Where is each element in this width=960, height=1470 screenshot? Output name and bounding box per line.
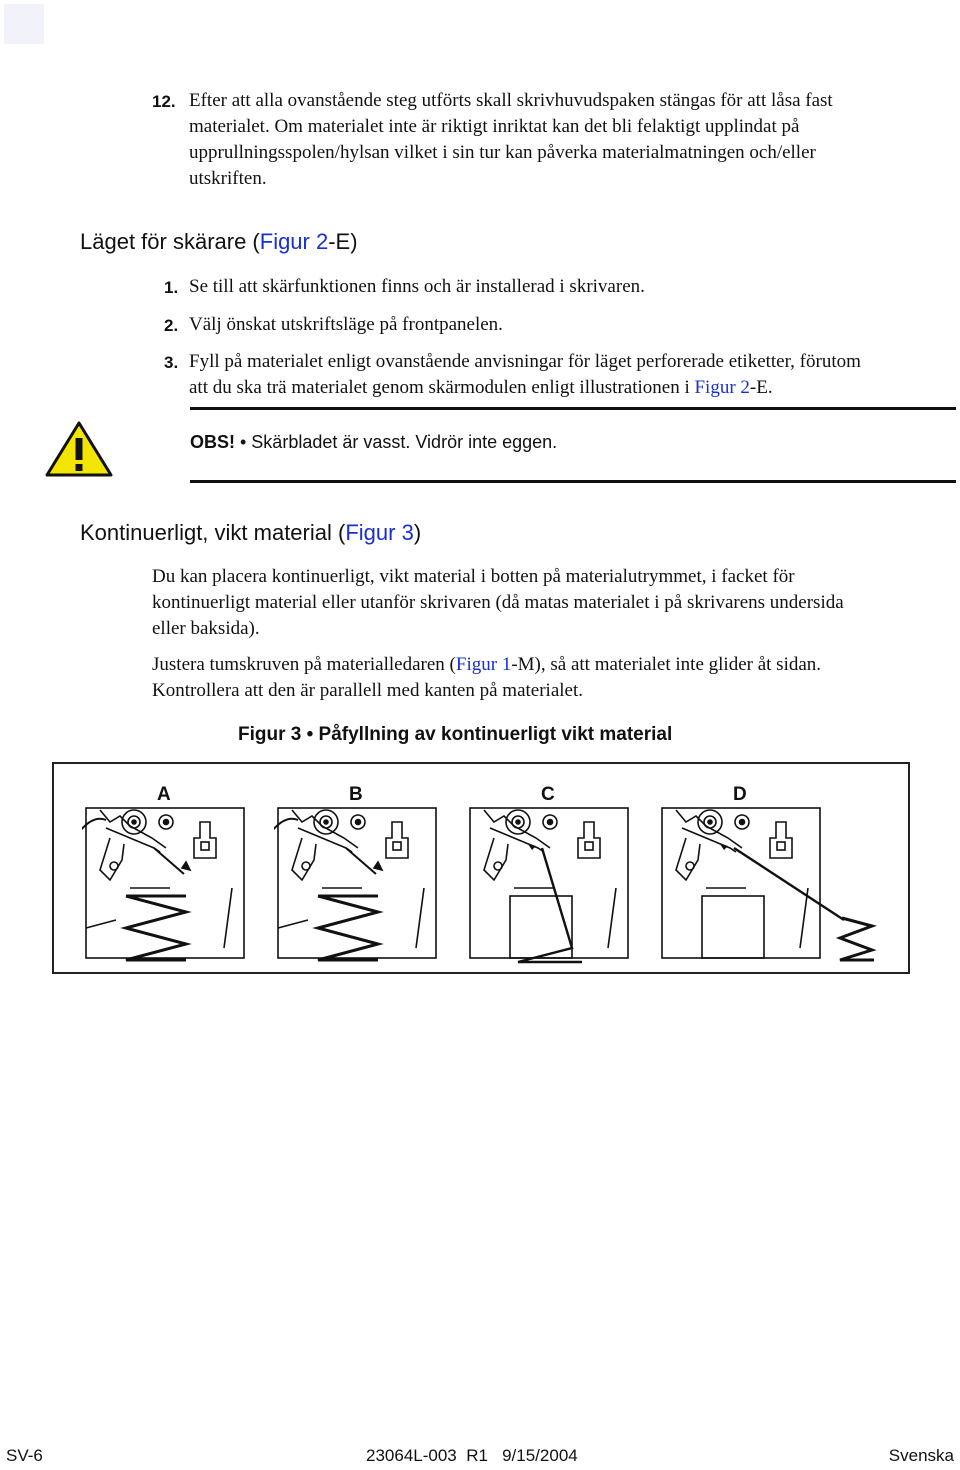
cutter-step-3: 3. Fyll på materialet enligt ovanstående anvisningar för läget perforerade etiketter, förutom att du ska trä materialet genom skärmodulen enligt illustrationen i Figur 2-E. bbox=[164, 351, 861, 398]
cutter-mode-heading: Läget för skärare (Figur 2-E) bbox=[80, 229, 358, 254]
caution-note bbox=[190, 432, 557, 453]
panel-b bbox=[274, 778, 464, 968]
panel-label: B bbox=[349, 784, 363, 805]
figure-2-link[interactable]: Figur 2 bbox=[694, 377, 750, 398]
caution-top-rule bbox=[190, 407, 956, 410]
figure-3-link[interactable]: Figur 3 bbox=[345, 520, 414, 545]
fanfold-heading: Kontinuerligt, vikt material (Figur 3) bbox=[80, 520, 422, 545]
printer-diagram bbox=[274, 778, 464, 968]
panel-label: D bbox=[733, 784, 747, 805]
printer-diagram bbox=[82, 778, 272, 968]
panel-d bbox=[658, 778, 878, 968]
fanfold-paragraph-2: Justera tumskruven på materialledaren (Figur 1-M), så att materialet inte glider åt sidan. Kontrollera att den är parallell med kanten på materialet. bbox=[152, 654, 822, 701]
step-12-line-1: Efter att alla ovanstående steg utförts skall skrivhuvudspaken stängas för att låsa fast bbox=[189, 90, 833, 111]
printer-diagram bbox=[658, 778, 878, 968]
printer-diagram bbox=[466, 778, 656, 968]
corner-marker bbox=[4, 4, 44, 44]
caution-text: • Skärbladet är vasst. Vidrör inte eggen. bbox=[235, 432, 558, 452]
figure-caption: Figur 3 • Påfyllning av kontinuerligt vikt material bbox=[238, 724, 673, 745]
caution-bottom-rule bbox=[190, 480, 956, 483]
panel-c bbox=[466, 778, 656, 968]
cutter-step-2: 2. Välj önskat utskriftsläge på frontpanelen. bbox=[164, 314, 503, 335]
step-12-line-2: materialet. Om materialet inte är riktigt inriktat kan det bli felaktigt upplindat på bbox=[189, 116, 800, 137]
cutter-step-1: 1. Se till att skärfunktionen finns och är installerad i skrivaren. bbox=[164, 276, 645, 297]
step-12 bbox=[152, 88, 942, 198]
panel-label: C bbox=[541, 784, 555, 805]
footer-document-id: 23064L-003 R1 9/15/2004 bbox=[366, 1446, 578, 1465]
fanfold-paragraph-1: Du kan placera kontinuerligt, vikt material i botten på materialutrymmet, i facket för kontinuerligt material eller utanför skrivaren (då matas materialet i på skrivarens undersida eller baksida). bbox=[152, 566, 844, 639]
warning-icon bbox=[44, 420, 114, 478]
step-number: 12. bbox=[152, 92, 176, 111]
footer-page-number: SV-6 bbox=[6, 1446, 43, 1465]
footer-language: Svenska bbox=[888, 1446, 954, 1465]
figure-2-link[interactable]: Figur 2 bbox=[259, 229, 329, 254]
figure-1-link[interactable]: Figur 1 bbox=[455, 654, 512, 675]
panel-a bbox=[82, 778, 272, 968]
step-12-line-3: upprullningsspolen/hylsan vilket i sin tur kan påverka materialmatningen och/eller bbox=[189, 142, 816, 163]
figure-3-frame bbox=[52, 762, 910, 974]
panel-label: A bbox=[157, 784, 171, 805]
step-12-line-4: utskriften. bbox=[189, 168, 267, 189]
caution-label: OBS! bbox=[190, 432, 235, 452]
